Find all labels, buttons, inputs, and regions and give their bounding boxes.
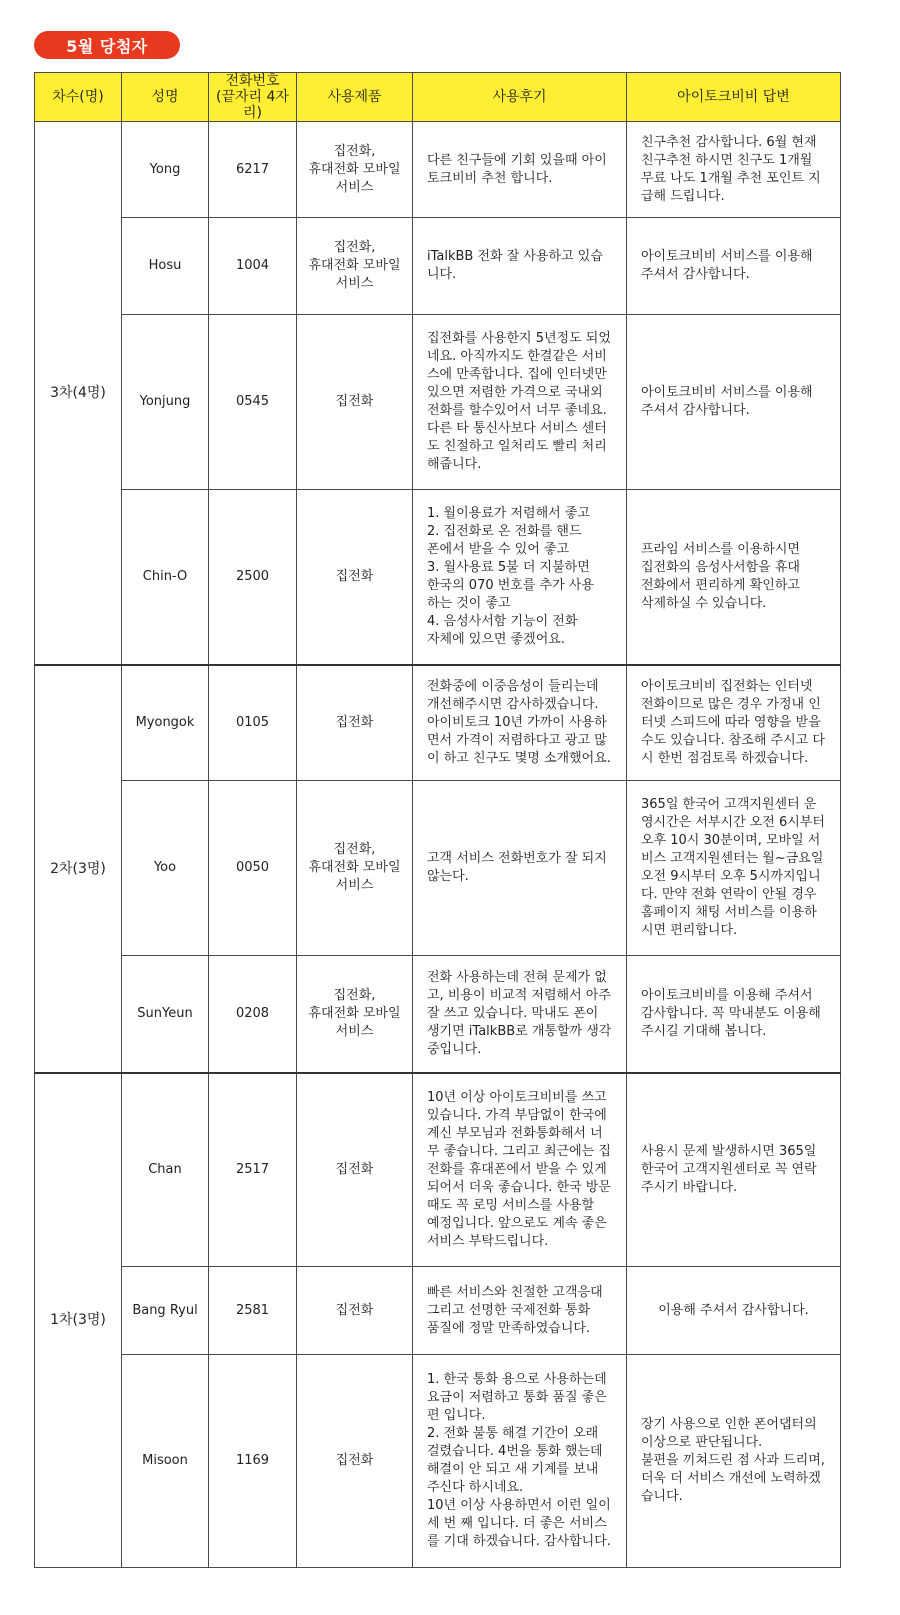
- phone-cell: 0050: [209, 781, 297, 956]
- review-line: 3. 월사용료 5불 더 지불하면: [427, 559, 590, 575]
- header-phone-line2: (끝자리 4자리): [216, 89, 289, 121]
- reply-cell: [627, 1073, 841, 1267]
- review-cell: [413, 490, 627, 665]
- name-cell: Hosu: [122, 218, 209, 315]
- table-row: [35, 956, 841, 1073]
- review-line: 세 번 째 입니다. 더 좋은 서비스: [427, 1516, 607, 1531]
- header-phone-line1: 전화번호: [225, 73, 280, 89]
- phone-cell: 2581: [209, 1267, 297, 1355]
- phone-cell: 1004: [209, 218, 297, 315]
- product-cell: [297, 122, 413, 218]
- review-cell: [413, 956, 627, 1073]
- product-line: 집전화: [335, 568, 374, 584]
- review-line: 면서 가격이 저렴하다고 광고 많: [427, 732, 607, 748]
- review-line: 있으면 저렴한 가격으로 국내외: [427, 385, 603, 400]
- product-line: 집전화: [335, 1161, 374, 1177]
- review-line: 때도 꼭 로밍 서비스를 사용할: [427, 1197, 595, 1213]
- review-line: 편 입니다.: [427, 1408, 486, 1423]
- review-line: 그리고 선명한 국제전화 통화: [427, 1302, 591, 1318]
- reply-line: 수도 있습니다. 참조해 주시고 다: [641, 732, 825, 748]
- product-line: 집전화,: [333, 240, 376, 255]
- product-line: 집전화: [335, 714, 374, 730]
- review-line: 개선해주시면 감사하겠습니다.: [427, 696, 599, 712]
- product-line: 집전화: [335, 1453, 374, 1468]
- reply-line: 삭제하실 수 있습니다.: [641, 595, 767, 611]
- review-line: 무 좋습니다. 그리고 최근에는 집: [427, 1143, 611, 1159]
- header-name: 성명: [122, 73, 209, 122]
- review-line: 해결이 안 되고 새 기계를 보내: [427, 1462, 599, 1477]
- product-line: 휴대전화 모바일: [308, 258, 401, 273]
- product-cell: [297, 781, 413, 956]
- product-line: 서비스: [335, 878, 374, 893]
- product-cell: [297, 665, 413, 781]
- product-line: 휴대전화 모바일: [308, 161, 401, 177]
- review-line: 10년 이상 아이토크비비를 쓰고: [427, 1089, 607, 1105]
- reply-line: 무료 나도 1개월 추천 포인트 지: [641, 170, 821, 186]
- name-cell: SunYeun: [122, 956, 209, 1073]
- reply-cell: [627, 1267, 841, 1355]
- review-line: 4. 음성사서함 기능이 전화: [427, 613, 578, 629]
- product-cell: [297, 956, 413, 1073]
- review-line: 도 친절하고 일처리도 빨리 처리: [427, 439, 607, 454]
- name-cell: Yonjung: [122, 315, 209, 490]
- reply-cell: [627, 315, 841, 490]
- review-line: 잘 쓰고 있습니다. 막내도 폰이: [427, 1005, 599, 1021]
- review-line: 않는다.: [427, 869, 469, 884]
- product-cell: [297, 1355, 413, 1568]
- reply-cell: [627, 490, 841, 665]
- reply-line: 불편을 끼쳐드린 점 사과 드리며,: [641, 1453, 825, 1468]
- reply-line: 습니다.: [641, 1489, 683, 1504]
- product-line: 집전화: [335, 1302, 374, 1318]
- reply-line: 아이토크비비 서비스를 이용해: [641, 385, 813, 400]
- review-cell: [413, 315, 627, 490]
- reply-line: 한국어 고객지원센터로 꼭 연락: [641, 1161, 817, 1177]
- reply-line: 급해 드립니다.: [641, 188, 725, 204]
- review-line: 예정입니다. 앞으로도 계속 좋은: [427, 1215, 607, 1231]
- product-line: 집전화,: [333, 143, 376, 159]
- review-line: 빠른 서비스와 친절한 고객응대: [427, 1284, 603, 1300]
- review-line: 전화중에 이중음성이 들리는데: [427, 678, 599, 694]
- winners-title-badge: 5월 당첨자: [34, 31, 180, 59]
- review-line: 2. 집전화로 온 전화를 핸드: [427, 523, 582, 539]
- review-line: 이 하고 친구도 몇명 소개했어요.: [427, 750, 611, 766]
- reply-line: 집전화의 음성사서함을 휴대: [641, 559, 800, 575]
- reply-line: 전화이므로 많은 경우 가정내 인: [641, 696, 821, 712]
- review-line: 중입니다.: [427, 1041, 482, 1057]
- review-line: 고, 비용이 비교적 저렴해서 아주: [427, 987, 611, 1003]
- reply-cell: [627, 218, 841, 315]
- review-line: 토크비비 추천 합니다.: [427, 170, 553, 186]
- review-line: 1. 한국 통화 용으로 사용하는데: [427, 1372, 607, 1387]
- reply-line: 비스 고객지원센터는 월~금요일: [641, 851, 824, 866]
- review-line: 니다.: [427, 267, 457, 282]
- review-cell: [413, 1073, 627, 1267]
- header-phone: [209, 73, 297, 122]
- review-line: 를 기대 하겠습니다. 감사합니다.: [427, 1534, 611, 1549]
- table-row: [35, 122, 841, 218]
- reply-line: 아이토크비비 집전화는 인터넷: [641, 678, 813, 694]
- review-line: 네요. 아직까지도 한결같은 서비: [427, 349, 607, 364]
- product-cell: [297, 218, 413, 315]
- table-header-row: [35, 73, 841, 122]
- reply-line: 이상으로 판단됩니다.: [641, 1435, 763, 1450]
- header-reply: 아이토크비비 답변: [627, 73, 841, 122]
- phone-cell: 2517: [209, 1073, 297, 1267]
- reply-line: 장기 사용으로 인한 폰어댑터의: [641, 1417, 817, 1432]
- review-line: 한국의 070 번호를 추가 사용: [427, 577, 594, 593]
- reply-line: 영시간은 서부시간 오전 6시부터: [641, 815, 825, 830]
- phone-cell: 0208: [209, 956, 297, 1073]
- reply-line: 오전 9시부터 오후 5시까지입니: [641, 869, 821, 884]
- review-line: 생기면 iTalkBB로 개통할까 생각: [427, 1023, 612, 1039]
- header-product: 사용제품: [297, 73, 413, 122]
- review-line: 1. 월이용료가 저렴해서 좋고: [427, 505, 590, 521]
- product-line: 집전화: [335, 394, 374, 409]
- review-cell: [413, 1355, 627, 1568]
- review-line: 요금이 저렴하고 통화 품질 좋은: [427, 1390, 607, 1405]
- review-line: 있습니다. 가격 부담없이 한국에: [427, 1107, 607, 1123]
- reply-line: 이용해 주셔서 감사합니다.: [658, 1302, 809, 1318]
- review-line: 주신다 하시네요.: [427, 1480, 524, 1495]
- reply-line: 주시기 바랍니다.: [641, 1179, 738, 1195]
- phone-cell: 1169: [209, 1355, 297, 1568]
- reply-cell: [627, 122, 841, 218]
- round-cell: 3차(4명): [35, 122, 122, 665]
- reply-line: 주셔서 감사합니다.: [641, 403, 750, 418]
- review-line: 품질에 정말 만족하였습니다.: [427, 1320, 591, 1336]
- table-row: [35, 1267, 841, 1355]
- product-cell: [297, 1267, 413, 1355]
- reply-line: 홈페이지 채팅 서비스를 이용하: [641, 905, 817, 920]
- reply-cell: [627, 665, 841, 781]
- phone-cell: 6217: [209, 122, 297, 218]
- reply-line: 친구추천 하시면 친구도 1개월: [641, 152, 813, 168]
- product-line: 휴대전화 모바일: [308, 1005, 401, 1021]
- review-line: 되어서 더욱 좋습니다. 한국 방문: [427, 1179, 611, 1195]
- review-line: iTalkBB 전화 잘 사용하고 있습: [427, 249, 603, 264]
- reply-line: 프라임 서비스를 이용하시면: [641, 541, 800, 557]
- table-row: [35, 218, 841, 315]
- name-cell: Myongok: [122, 665, 209, 781]
- review-cell: [413, 122, 627, 218]
- review-line: 계신 부모님과 전화통화해서 너: [427, 1125, 603, 1141]
- name-cell: Chin-O: [122, 490, 209, 665]
- review-cell: [413, 781, 627, 956]
- review-line: 전화를 할수있어서 너무 좋네요.: [427, 403, 607, 418]
- table-row: [35, 315, 841, 490]
- name-cell: Misoon: [122, 1355, 209, 1568]
- reply-cell: [627, 781, 841, 956]
- review-line: 2. 전화 불통 해결 기간이 오래: [427, 1426, 599, 1441]
- review-line: 전화를 휴대폰에서 받을 수 있게: [427, 1161, 607, 1177]
- review-line: 폰에서 받을 수 있어 좋고: [427, 541, 570, 557]
- table-row: [35, 781, 841, 956]
- review-line: 걸렸습니다. 4번을 통화 했는데: [427, 1444, 603, 1459]
- review-line: 집전화를 사용한지 5년정도 되었: [427, 331, 611, 346]
- review-line: 서비스 부탁드립니다.: [427, 1233, 549, 1249]
- phone-cell: 0545: [209, 315, 297, 490]
- review-line: 해줍니다.: [427, 457, 482, 472]
- review-line: 하는 것이 좋고: [427, 595, 511, 611]
- name-cell: Bang Ryul: [122, 1267, 209, 1355]
- reply-line: 365일 한국어 고객지원센터 운: [641, 797, 817, 812]
- table-row: [35, 1355, 841, 1568]
- product-line: 집전화,: [333, 842, 376, 857]
- reply-cell: [627, 956, 841, 1073]
- phone-cell: 0105: [209, 665, 297, 781]
- reply-line: 시면 편리합니다.: [641, 923, 738, 938]
- reply-line: 터넷 스피드에 따라 영향을 받을: [641, 714, 821, 730]
- review-line: 전화 사용하는데 전혀 문제가 없: [427, 969, 607, 985]
- name-cell: Yong: [122, 122, 209, 218]
- winners-table: [34, 72, 841, 1568]
- header-review: 사용후기: [413, 73, 627, 122]
- review-line: 스에 만족합니다. 집에 인터넷만: [427, 367, 607, 382]
- product-line: 서비스: [335, 179, 374, 195]
- reply-line: 다. 만약 전화 연락이 안될 경우: [641, 887, 817, 902]
- reply-line: 사용시 문제 발생하시면 365일: [641, 1143, 817, 1159]
- review-cell: [413, 1267, 627, 1355]
- product-cell: [297, 490, 413, 665]
- review-line: 자체에 있으면 좋겠어요.: [427, 631, 565, 647]
- reply-line: 아이토크비비 서비스를 이용해: [641, 249, 813, 264]
- reply-line: 친구추천 감사합니다. 6월 현재: [641, 134, 817, 150]
- reply-line: 더욱 더 서비스 개선에 노력하겠: [641, 1471, 821, 1486]
- header-round: 차수(명): [35, 73, 122, 122]
- reply-line: 감사합니다. 꼭 막내분도 이용해: [641, 1005, 821, 1021]
- product-line: 서비스: [335, 276, 374, 291]
- reply-line: 주셔서 감사합니다.: [641, 267, 750, 282]
- product-cell: [297, 1073, 413, 1267]
- product-line: 휴대전화 모바일: [308, 860, 401, 875]
- reply-line: 주시길 기대해 봅니다.: [641, 1023, 767, 1039]
- review-line: 아이비토크 10년 가까이 사용하: [427, 714, 607, 730]
- review-line: 다른 타 통신사보다 서비스 센터: [427, 421, 607, 436]
- product-line: 집전화,: [333, 987, 376, 1003]
- table-row: [35, 490, 841, 665]
- round-cell: 1차(3명): [35, 1073, 122, 1568]
- reply-line: 전화에서 편리하게 확인하고: [641, 577, 800, 593]
- review-line: 10년 이상 사용하면서 이런 일이: [427, 1498, 611, 1513]
- name-cell: Yoo: [122, 781, 209, 956]
- review-line: 다른 친구들에 기회 있을때 아이: [427, 152, 607, 168]
- round-cell: 2차(3명): [35, 665, 122, 1073]
- product-line: 서비스: [335, 1023, 374, 1039]
- phone-cell: 2500: [209, 490, 297, 665]
- reply-line: 오후 10시 30분이며, 모바일 서: [641, 833, 821, 848]
- name-cell: Chan: [122, 1073, 209, 1267]
- review-cell: [413, 218, 627, 315]
- reply-cell: [627, 1355, 841, 1568]
- product-cell: [297, 315, 413, 490]
- reply-line: 아이토크비비를 이용해 주셔서: [641, 987, 813, 1003]
- review-cell: [413, 665, 627, 781]
- table-row: [35, 1073, 841, 1267]
- reply-line: 시 한번 점검토록 하겠습니다.: [641, 750, 809, 766]
- table-row: [35, 665, 841, 781]
- review-line: 고객 서비스 전화번호가 잘 되지: [427, 851, 607, 866]
